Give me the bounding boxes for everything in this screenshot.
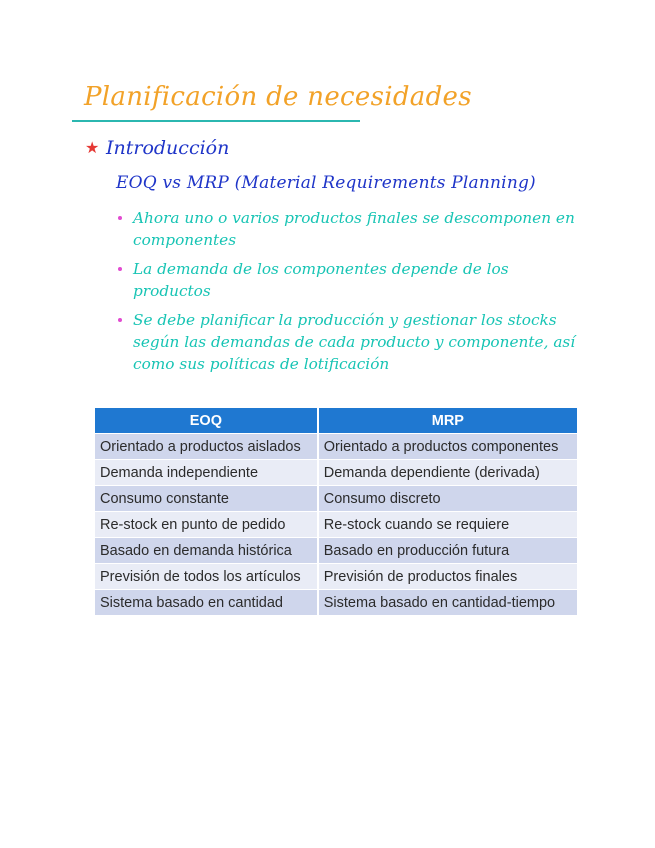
table-cell: Previsión de todos los artículos	[95, 564, 318, 590]
column-header-mrp: MRP	[318, 408, 577, 434]
bullet-text: Se debe planificar la producción y gestionar los stocks según las demandas de cada producto y componente, así como sus políticas de lotificación	[133, 311, 576, 373]
table-row	[95, 538, 577, 564]
table-cell: Basado en producción futura	[318, 538, 577, 564]
table-cell: Re-stock en punto de pedido	[95, 512, 318, 538]
table-row	[95, 564, 577, 590]
table-header-row	[95, 408, 577, 434]
table-cell: Demanda dependiente (derivada)	[318, 460, 577, 486]
comparison-subtitle: EOQ vs MRP (Material Requirements Planning)	[116, 173, 536, 193]
list-item	[118, 258, 588, 302]
comparison-table	[95, 408, 577, 615]
table-cell: Previsión de productos finales	[318, 564, 577, 590]
bullet-list	[118, 207, 588, 382]
bullet-dot-icon	[118, 267, 122, 271]
list-item	[118, 207, 588, 251]
table-cell: Consumo constante	[95, 486, 318, 512]
table-cell: Demanda independiente	[95, 460, 318, 486]
column-header-eoq: EOQ	[95, 408, 318, 434]
section-heading: Introducción	[106, 137, 230, 159]
table-row	[95, 486, 577, 512]
table-cell: Basado en demanda histórica	[95, 538, 318, 564]
table-cell: Consumo discreto	[318, 486, 577, 512]
bullet-dot-icon	[118, 216, 122, 220]
page-title: Planificación de necesidades	[84, 82, 472, 112]
star-icon: ★	[85, 138, 100, 157]
list-item	[118, 309, 588, 375]
table-row	[95, 512, 577, 538]
table-cell: Orientado a productos componentes	[318, 434, 577, 460]
bullet-text: Ahora uno o varios productos finales se descomponen en componentes	[133, 209, 575, 249]
table-row	[95, 460, 577, 486]
bullet-dot-icon	[118, 318, 122, 322]
table-cell: Sistema basado en cantidad-tiempo	[318, 590, 577, 616]
table-row	[95, 590, 577, 616]
table-cell: Orientado a productos aislados	[95, 434, 318, 460]
title-underline	[72, 120, 360, 122]
table-cell: Sistema basado en cantidad	[95, 590, 318, 616]
bullet-text: La demanda de los componentes depende de los productos	[133, 260, 509, 300]
table-row	[95, 434, 577, 460]
table-cell: Re-stock cuando se requiere	[318, 512, 577, 538]
